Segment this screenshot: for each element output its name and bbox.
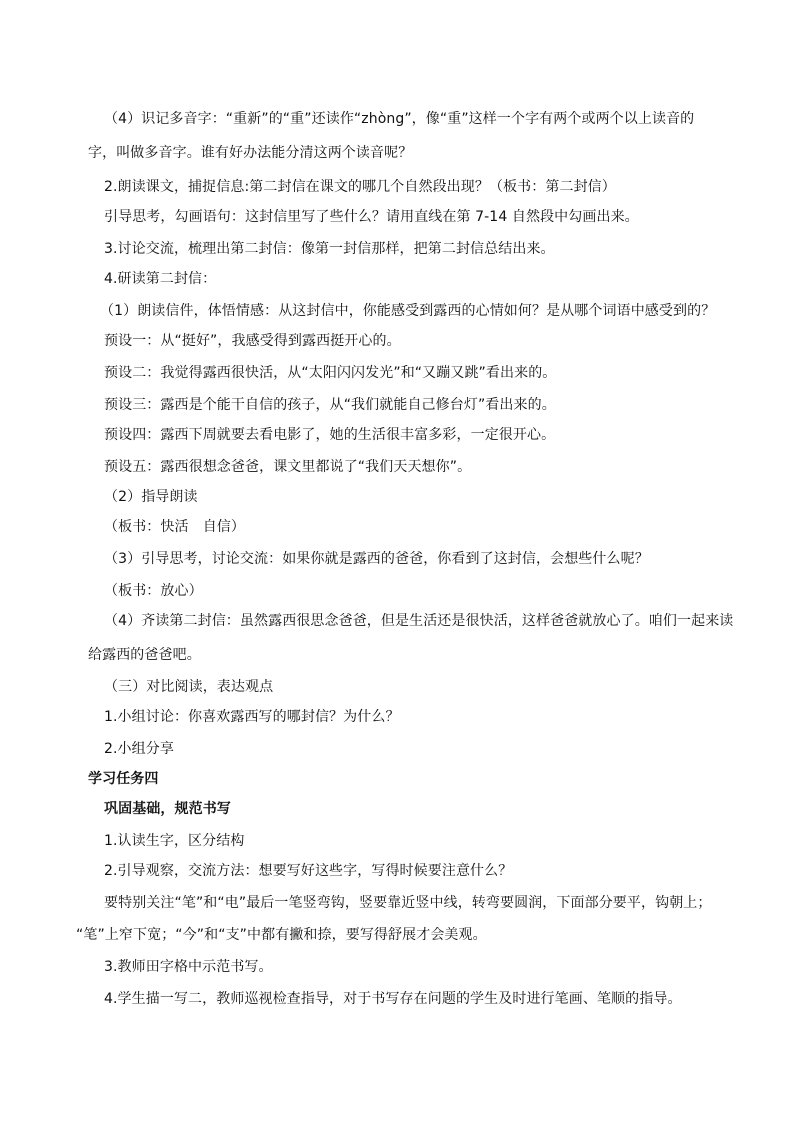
text-line: 引导思考，勾画语句：这封信里写了些什么？请用直线在第 7-14 自然段中勾画出来。 — [104, 209, 639, 225]
text-line: 1.认读生字，区分结构 — [104, 833, 245, 849]
text-line: （板书：快活 自信） — [104, 519, 245, 535]
text-line: 要特别关注“笔”和“电”最后一笔竖弯钩，竖要靠近竖中线，转弯要圆润，下面部分要平，钩朝上； — [104, 895, 712, 911]
text-line: 预设二：我觉得露西很快活，从“太阳闪闪发光”和“又蹦又跳”看出来的。 — [104, 365, 557, 381]
text-line: （1）朗读信件，体悟情感：从这封信中，你能感受到露西的心情如何？是从哪个词语中感受到的？ — [100, 303, 716, 319]
text-line: 预设四：露西下周就要去看电影了，她的生活很丰富多彩，一定很开心。 — [104, 427, 556, 443]
text-line: （2）指导朗读 — [104, 489, 198, 505]
text-line: （板书：放心） — [104, 583, 203, 599]
text-line: 2.小组分享 — [104, 741, 174, 757]
text-line: 1.小组讨论：你喜欢露西写的哪封信？为什么？ — [104, 709, 400, 725]
section-heading: （三）对比阅读，表达观点 — [104, 679, 274, 695]
text-line: 2.引导观察，交流方法：想要写好这些字，写得时候要注意什么？ — [104, 863, 513, 879]
text-line: 2.朗读课文，捕捉信息:第二封信在课文的哪几个自然段出现？（板书：第二封信） — [104, 179, 616, 195]
text-line: “笔”上窄下宽；“今”和“支”中都有撇和捺，要写得舒展才会美观。 — [76, 927, 487, 943]
text-line: 4.研读第二封信： — [104, 271, 217, 287]
task-subheading: 巩固基础，规范书写 — [104, 801, 231, 817]
text-line: （3）引导思考，讨论交流：如果你就是露西的爸爸，你看到了这封信，会想些什么呢？ — [104, 551, 649, 567]
text-line: 字，叫做多音字。谁有好办法能分清这两个读音呢？ — [88, 145, 413, 161]
text-line: 4.学生描一写二，教师巡视检查指导，对于书写存在问题的学生及时进行笔画、笔顺的指导。 — [104, 991, 682, 1007]
text-line: 3.教师田字格中示范书写。 — [104, 959, 273, 975]
text-line: （4）齐读第二封信：虽然露西很思念爸爸，但是生活还是很快活，这样爸爸就放心了。咱们一起来读 — [104, 613, 734, 629]
text-line: 预设一：从“挺好”，我感受得到露西挺开心的。 — [104, 333, 401, 349]
task-heading: 学习任务四 — [88, 771, 159, 787]
text-line: 3.讨论交流，梳理出第二封信：像第一封信那样，把第二封信总结出来。 — [104, 241, 555, 257]
text-line: （4）识记多音字：“重新”的“重”还读作“zhòng”，像“重”这样一个字有两个或两个以上读音的 — [104, 111, 695, 127]
text-line: 预设三：露西是个能干自信的孩子，从“我们就能自己修台灯”看出来的。 — [104, 397, 556, 413]
text-line: 预设五：露西很想念爸爸，课文里都说了“我们天天想你”。 — [104, 459, 472, 475]
text-line: 给露西的爸爸吧。 — [88, 647, 201, 663]
